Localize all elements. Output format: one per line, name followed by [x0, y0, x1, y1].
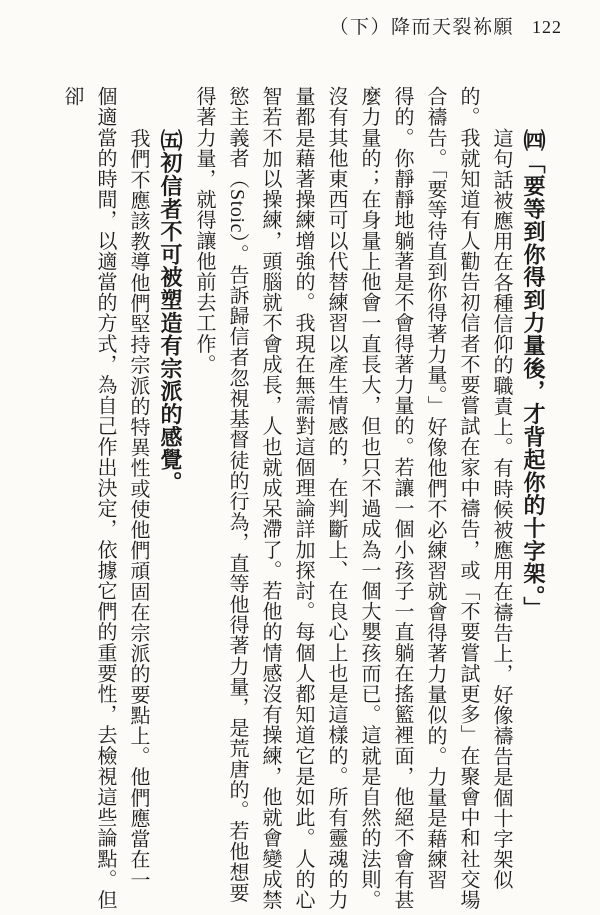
section-5-paragraph: 我們不應該教導他們堅持宗派的特異性或使他們頑固在宗派的要點上。他們應當在一個適當的時間，以適當的方式，為自己作出決定，依據它們的重要性，去檢視這些論點。但卻 [61, 86, 149, 910]
section-5-heading: ㈤初信者不可被塑造有宗派的感覺。 [158, 129, 183, 494]
section-4-heading: ㈣「要等到你得到力量後，才背起你的十字架。」 [521, 129, 546, 620]
section-4-paragraph: 這句話被應用在各種信仰的職責上。有時候被應用在禱告上，好像禱告是個十字架似的。我就知道有人勸告初信者不要嘗試在家中禱告，或「不要嘗試更多」在聚會中和社交場合禱告。「要等待直到你得著力量。」好像他們不必練習就會得著力量似的。力量是藉練習得的。你靜靜地躺著是不會得著力量的。若讓一個小孩子一直躺在搖籃裡面，他絕不會有甚麼力量的；在身量上他會一直長大，但也只不過成為一個大嬰孩而已。這就是自然的法則。沒有其他東西可以代替練習以產生情感的，在判斷上、在良心上也是這樣的。所有靈魂的力量都是藉著操練增強的。我現在無需對這個理論詳加探討。每個人都知道它是如此。人的心智若不加以操練，頭腦就不會成長，人也就成呆滯了。若他的情感沒有操練，他就會變成禁慾主義者（Stoic）。告訴歸信者忽視基督徒的行為，直等他得著力量，是荒唐的。若他想要得著力量，就得讓他前去工作。 [193, 86, 512, 910]
running-title: （下）降而天裂袮願 [329, 17, 514, 38]
page-number: 122 [532, 17, 562, 37]
page-header [329, 12, 562, 39]
vertical-text-block [55, 86, 550, 910]
